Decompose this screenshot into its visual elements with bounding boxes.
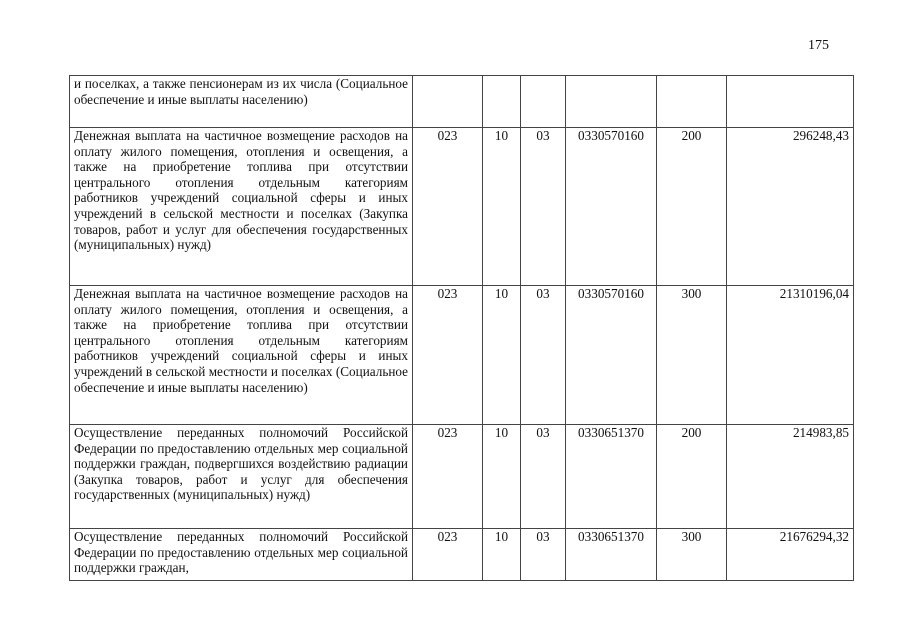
amount: 21310196,04 xyxy=(727,286,854,425)
row-name: Осуществление переданных полномочий Российской Федерации по предоставлению отдельных мер социальной поддержки граждан, xyxy=(70,529,413,581)
amount: 296248,43 xyxy=(727,128,854,286)
ministry-code: 023 xyxy=(413,286,483,425)
subsection-code: 03 xyxy=(521,286,566,425)
section-code: 10 xyxy=(483,128,521,286)
ministry-code: 023 xyxy=(413,128,483,286)
expense-type-code: 200 xyxy=(657,128,727,286)
table-row xyxy=(70,128,854,286)
expense-type-code: 300 xyxy=(657,286,727,425)
amount: 214983,85 xyxy=(727,425,854,529)
ministry-code: 023 xyxy=(413,425,483,529)
section-code: 10 xyxy=(483,529,521,581)
target-code xyxy=(566,76,657,128)
subsection-code xyxy=(521,76,566,128)
expense-type-code: 200 xyxy=(657,425,727,529)
table-row xyxy=(70,425,854,529)
amount: 21676294,32 xyxy=(727,529,854,581)
target-code: 0330651370 xyxy=(566,529,657,581)
target-code: 0330651370 xyxy=(566,425,657,529)
ministry-code xyxy=(413,76,483,128)
ministry-code: 023 xyxy=(413,529,483,581)
table-row xyxy=(70,286,854,425)
budget-table xyxy=(69,75,854,581)
page-number: 175 xyxy=(808,38,829,53)
subsection-code: 03 xyxy=(521,128,566,286)
amount xyxy=(727,76,854,128)
subsection-code: 03 xyxy=(521,425,566,529)
section-code: 10 xyxy=(483,286,521,425)
expense-type-code xyxy=(657,76,727,128)
row-name: Денежная выплата на частичное возмещение расходов на оплату жилого помещения, отопления и освещения, а также на приобретение топлива при отсутствии центрального отопления отдельным категориям работников учреждений социальной сферы и иных учреждений в сельской местности и поселках (Социальное обеспечение и иные выплаты населению) xyxy=(70,286,413,425)
section-code xyxy=(483,76,521,128)
target-code: 0330570160 xyxy=(566,128,657,286)
subsection-code: 03 xyxy=(521,529,566,581)
row-name: Денежная выплата на частичное возмещение расходов на оплату жилого помещения, отопления и освещения, а также на приобретение топлива при отсутствии центрального отопления отдельным категориям работников учреждений социальной сферы и иных учреждений в сельской местности и поселках (Закупка товаров, работ и услуг для обеспечения государственных (муниципальных) нужд) xyxy=(70,128,413,286)
table-row xyxy=(70,76,854,128)
section-code: 10 xyxy=(483,425,521,529)
target-code: 0330570160 xyxy=(566,286,657,425)
row-name: Осуществление переданных полномочий Российской Федерации по предоставлению отдельных мер социальной поддержки граждан, подвергшихся воздействию радиации (Закупка товаров, работ и услуг для обеспечения государственных (муниципальных) нужд) xyxy=(70,425,413,529)
table-row xyxy=(70,529,854,581)
expense-type-code: 300 xyxy=(657,529,727,581)
row-name: и поселках, а также пенсионерам из их числа (Социальное обеспечение и иные выплаты населению) xyxy=(70,76,413,128)
